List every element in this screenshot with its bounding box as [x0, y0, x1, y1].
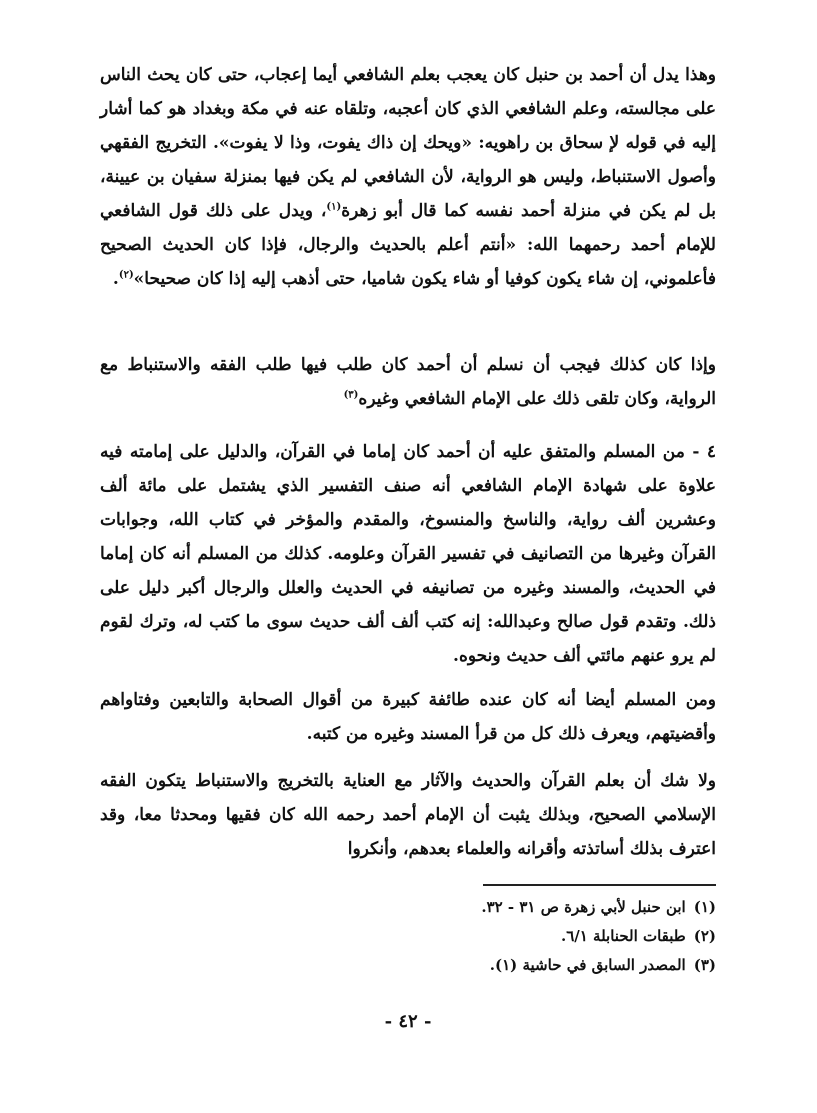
paragraph-1	[100, 58, 716, 296]
footnote-3-number: (٣)	[693, 956, 716, 974]
footnote-1-text: ابن حنبل لأبي زهرة ص ٣١ - ٣٢.	[481, 898, 686, 916]
paragraph-4-text: ومن المسلم أيضا أنه كان عنده طائفة كبيرة من أقوال الصحابة والتابعين وفتاواهم وأقضيتهم، ويعرف ذلك كل من قرأ المسند وغيره من كتبه.	[100, 690, 716, 744]
page-number: - ٤٢ -	[384, 1011, 432, 1032]
footnote-1	[300, 893, 716, 922]
paragraph-4	[100, 683, 716, 751]
footnote-2-number: (٢)	[693, 927, 716, 945]
paragraph-1-text-continued: ، ويدل على ذلك قول الشافعي للإمام أحمد رحمهما الله: «أنتم أعلم بالحديث والرجال، فإذا كان الحديث الصحيح فأعلموني، إن شاء يكون كوفيا أو شاء يكون شاميا، حتى أذهب إليه إذا كان صحيحا»	[100, 201, 716, 289]
footnote-3	[300, 951, 716, 980]
footnote-ref-1: (١)	[326, 201, 342, 213]
footnote-1-number: (١)	[693, 898, 716, 916]
footnotes	[300, 893, 716, 980]
footnote-ref-3: (٣)	[343, 389, 359, 401]
footnote-2-text: طبقات الحنابلة ٦/١.	[561, 927, 686, 945]
paragraph-3-text: ٤ - من المسلم والمتفق عليه أن أحمد كان إماما في القرآن، والدليل على إمامته فيه علاوة على شهادة الإمام الشافعي أنه صنف التفسير الذي يشتمل على مائة ألف وعشرين ألف رواية، والناسخ والمنسوخ، والمقدم والمؤخر في كتاب الله، وجوابات القرآن وغيرها من التصانيف في تفسير القرآن وعلومه. كذلك من المسلم أنه كان إماما في الحديث، والمسند وغيره من تصانيفه في الحديث والعلل والرجال أكبر دليل على ذلك. وتقدم قول صالح وعبدالله: إنه كتب ألف ألف حديث سوى ما كتب له، وترك لقوم لم يرو عنهم مائتي ألف حديث ونحوه.	[100, 442, 716, 666]
paragraph-5	[100, 764, 716, 866]
paragraph-1-text: وهذا يدل أن أحمد بن حنبل كان يعجب بعلم الشافعي أيما إعجاب، حتى كان يحث الناس على مجالسته، وعلم الشافعي الذي كان أعجبه، وتلقاه عنه في مكة وبغداد هو كما أشار إليه في قوله لإ سحاق بن راهويه: «ويحك إن ذاك يفوت، وذا لا يفوت». التخريج الفقهي وأصول الاستنباط، وليس هو الرواية، لأن الشافعي لم يكن فيها بمنزلة سفيان بن عيينة، بل لم يكن في منزلة أحمد نفسه كما قال أبو زهرة	[100, 65, 716, 221]
paragraph-2-text: وإذا كان كذلك فيجب أن نسلم أن أحمد كان طلب فيها طلب الفقه والاستنباط مع الرواية، وكان تلقى ذلك على الإمام الشافعي وغيره	[100, 355, 716, 409]
paragraph-3	[100, 435, 716, 673]
paragraph-5-text: ولا شك أن بعلم القرآن والحديث والآثار مع العناية بالتخريج والاستنباط يتكون الفقه الإسلامي الصحيح، وبذلك يثبت أن الإمام أحمد رحمه الله كان فقيها ومحدثا معا، وقد اعترف بذلك أساتذته وأقرانه والعلماء بعدهم، وأنكروا	[100, 771, 716, 859]
footnote-ref-2: (٢)	[118, 269, 134, 281]
footnote-divider	[483, 884, 716, 886]
paragraph-2	[100, 348, 716, 416]
footnote-2	[300, 922, 716, 951]
paragraph-1-text-end: .	[112, 269, 119, 289]
footnote-3-text: المصدر السابق في حاشية (١).	[489, 956, 686, 974]
